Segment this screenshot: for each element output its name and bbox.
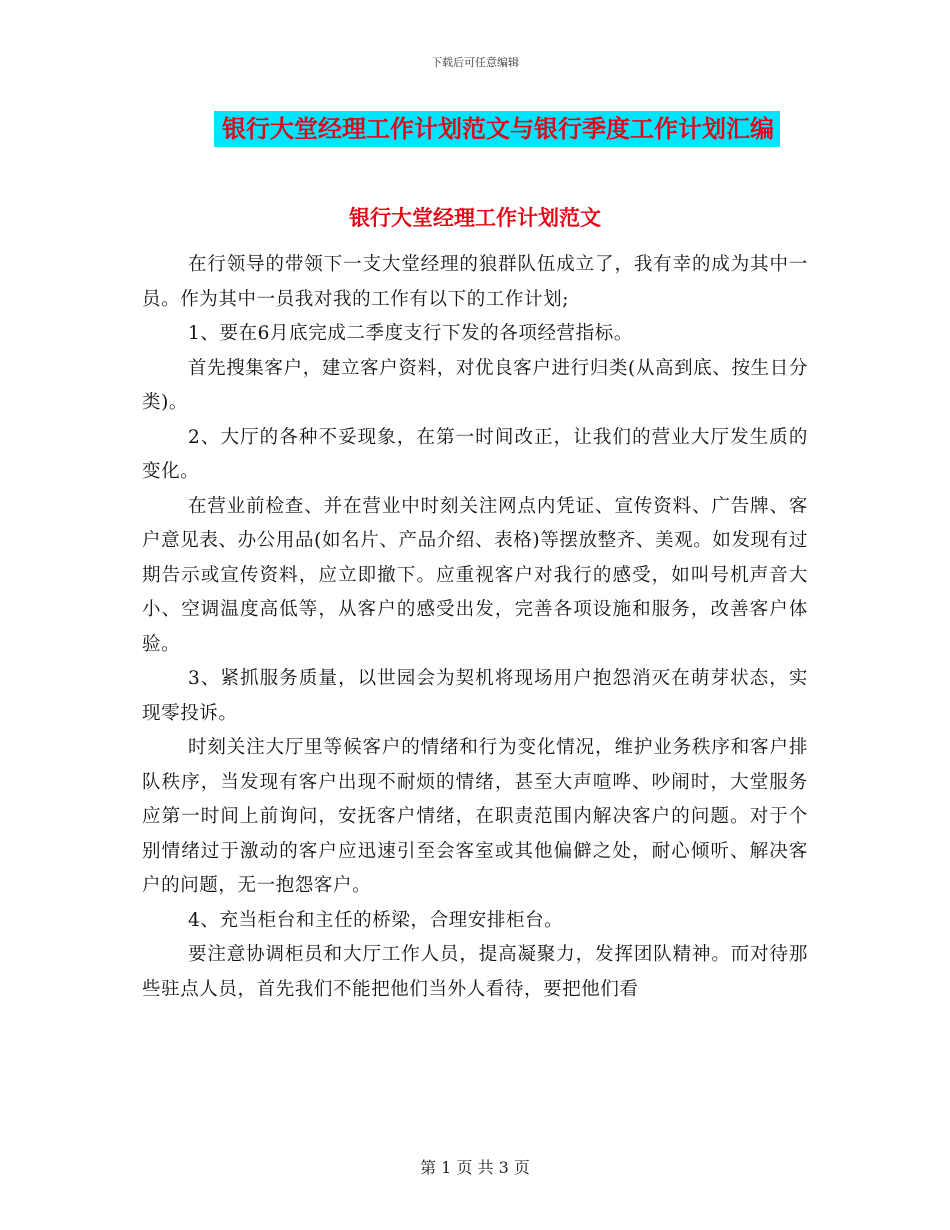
paragraph: 3、紧抓服务质量，以世园会为契机将现场用户抱怨消灭在萌芽状态，实现零投诉。 [142,668,808,724]
page-footer: 第 1 页 共 3 页 [420,1158,530,1177]
paragraph: 要注意协调柜员和大厅工作人员，提高凝聚力，发挥团队精神。而对待那些驻点人员，首先我们不能把他们当外人看待，要把他们看 [142,944,808,1000]
paragraph: 1、要在6月底完成二季度支行下发的各项经营指标。 [188,323,633,344]
document-title-container [0,111,950,147]
header-note: 下载后可任意编辑 [431,56,519,69]
paragraph: 2、大厅的各种不妥现象，在第一时间改正，让我们的营业大厅发生质的变化。 [142,426,808,482]
document-title: 银行大堂经理工作计划范文与银行季度工作计划汇编 [214,111,780,147]
paragraph: 时刻关注大厅里等候客户的情绪和行为变化情况，维护业务秩序和客户排队秩序，当发现有客户出现不耐烦的情绪，甚至大声喧哗、吵闹时，大堂服务应第一时间上前询问，安抚客户情绪，在职责范围内解决客户的问题。对于个别情绪过于激动的客户应迅速引至会客室或其他偏僻之处，耐心倾听、解决客户的问题，无一抱怨客户。 [142,737,808,896]
section-title: 银行大堂经理工作计划范文 [349,206,601,230]
paragraph: 首先搜集客户，建立客户资料，对优良客户进行归类(从高到底、按生日分类)。 [142,357,808,413]
paragraph: 在营业前检查、并在营业中时刻关注网点内凭证、宣传资料、广告牌、客户意见表、办公用品(如名片、产品介绍、表格)等摆放整齐、美观。如发现有过期告示或宣传资料，应立即撤下。应重视客户对我行的感受，如叫号机声音大小、空调温度高低等，从客户的感受出发，完善各项设施和服务，改善客户体验。 [142,495,808,655]
document-body [142,248,808,1007]
paragraph: 在行领导的带领下一支大堂经理的狼群队伍成立了，我有幸的成为其中一员。作为其中一员我对我的工作有以下的工作计划; [142,254,808,310]
paragraph: 4、充当柜台和主任的桥梁，合理安排柜台。 [188,909,564,931]
